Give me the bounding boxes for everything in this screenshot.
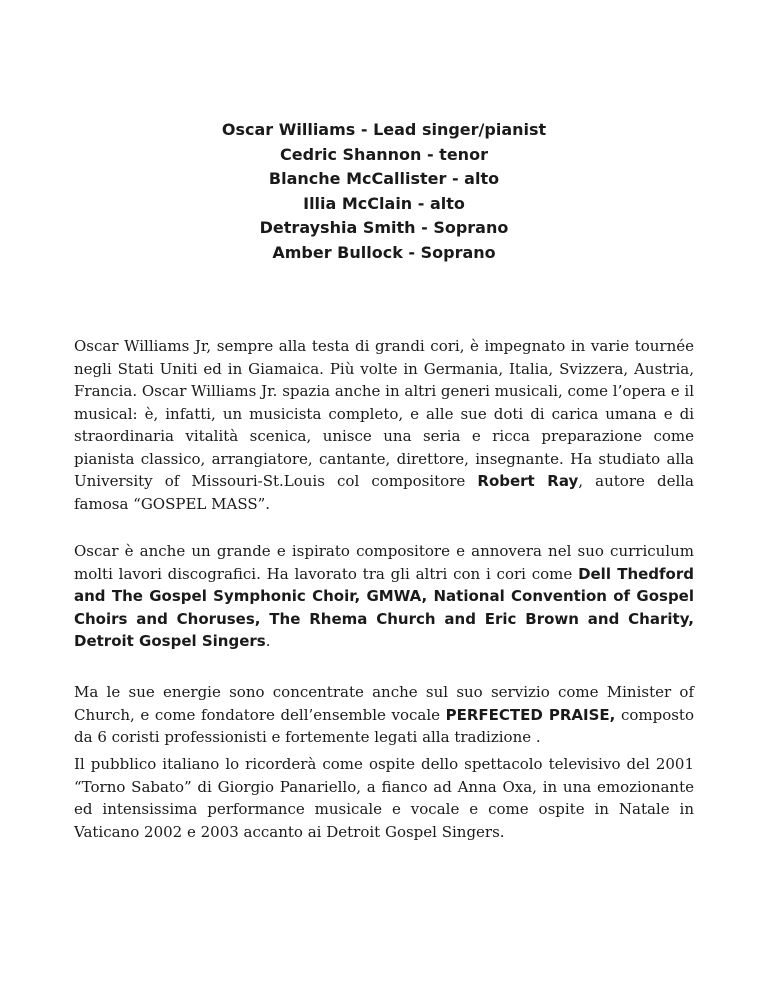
paragraph-text: Ma le sue energie sono concentrate anche sul suo servizio come Minister of Church, e come fondatore dell’ensemble vocale (74, 683, 694, 724)
cast-line: Blanche McCallister - alto (268, 169, 500, 188)
paragraph-text: Il pubblico italiano lo ricorderà come ospite dello spettacolo televisivo del 2001 “Torno Sabato” di Giorgio Panariello, a fianco ad Anna Oxa, in una emozionante ed intensissima performance musicale e vocale e come ospite in Natale in Vaticano 2002 e 2003 accanto ai Detroit Gospel Singers. (74, 755, 694, 841)
cast-line: Detrayshia Smith - Soprano (259, 218, 509, 237)
cast-line: Illia McClain - alto (303, 193, 465, 213)
cast-line: Cedric Shannon - tenor (280, 144, 488, 164)
paragraph-text: composto da 6 coristi professionisti e fortemente legati alla tradizione . (74, 705, 694, 746)
cast-list (0, 118, 768, 265)
paragraph-text: Oscar Williams Jr, sempre alla testa di grandi cori, è impegnato in varie tournée negli Stati Uniti ed in Giamaica. Più volte in Germania, Italia, Svizzera, Austria, Francia. Oscar Williams Jr. spazia anche in altri generi musicali, come l’opera e il musical: è, infatti, un musicista completo, e alle sue doti di carica umana e di straordinaria vitalità scenica, unisce una seria e ricca preparazione come pianista classico, arrangiatore, cantante, direttore, insegnante. Ha studiato alla University of Missouri-St.Louis col compositore (74, 337, 694, 490)
paragraph-television (74, 753, 694, 843)
bold-choirs: Dell Thedford and The Gospel Symphonic Choir, GMWA, National Convention of Gospel Choirs and Choruses, The Rhema Church and Eric Brown and Charity, Detroit Gospel Singers (74, 564, 694, 650)
paragraph-ministry (74, 681, 694, 749)
paragraph-text: Oscar è anche un grande e ispirato compositore e annovera nel suo curriculum molti lavori discografici. Ha lavorato tra gli altri con i cori come (74, 542, 694, 583)
cast-line: Amber Bullock - Soprano (272, 242, 496, 262)
paragraph-biography (74, 335, 694, 515)
bold-ensemble: PERFECTED PRAISE, (445, 705, 616, 724)
cast-line: Oscar Williams - Lead singer/pianist (221, 120, 547, 139)
bold-name: Robert Ray (477, 472, 579, 490)
paragraph-text: , autore della famosa “GOSPEL MASS”. (74, 472, 694, 513)
paragraph-text: . (265, 632, 271, 650)
paragraph-collaborations (74, 540, 694, 653)
